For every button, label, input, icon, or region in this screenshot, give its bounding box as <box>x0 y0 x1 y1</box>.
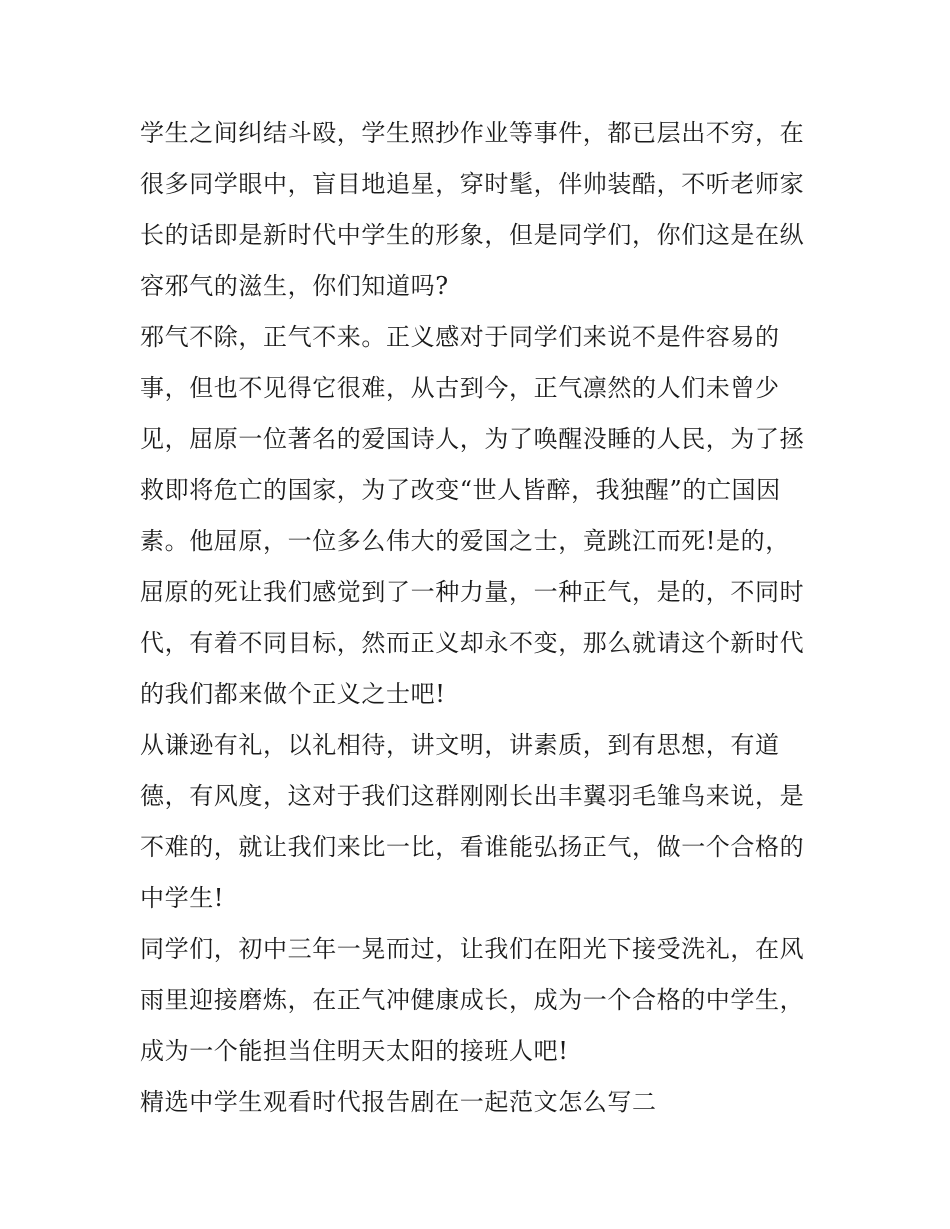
text-line: 长的话即是新时代中学生的形象，但是同学们，你们这是在纵 <box>140 221 805 249</box>
text-line: 不难的，就让我们来比一比，看谁能弘扬正气，做一个合格的 <box>140 833 805 861</box>
text-line: 从谦逊有礼，以礼相待，讲文明，讲素质，到有思想，有道 <box>140 731 780 759</box>
text-line: 事，但也不见得它很难，从古到今，正气凛然的人们未曾少 <box>140 374 780 402</box>
text-line: 同学们，初中三年一晃而过，让我们在阳光下接受洗礼，在风 <box>140 935 805 963</box>
text-line: 中学生! <box>140 884 225 912</box>
section-heading <box>140 1077 820 1128</box>
text-line: 见，屈原一位著名的爱国诗人，为了唤醒没睡的人民，为了拯 <box>140 425 805 453</box>
paragraph-3 <box>140 720 820 924</box>
document-body <box>140 108 820 1128</box>
text-line: 容邪气的滋生，你们知道吗? <box>140 272 449 300</box>
text-line: 很多同学眼中，盲目地追星，穿时髦，伴帅装酷，不听老师家 <box>140 170 805 198</box>
text-line: 成为一个能担当住明天太阳的接班人吧! <box>140 1037 569 1065</box>
paragraph-2 <box>140 312 820 720</box>
text-line: 救即将危亡的国家，为了改变“世人皆醉，我独醒”的亡国因 <box>140 476 781 504</box>
section-heading-text: 精选中学生观看时代报告剧在一起范文怎么写二 <box>140 1088 657 1116</box>
text-line: 素。他屈原，一位多么伟大的爱国之士，竟跳江而死!是的， <box>140 527 790 555</box>
text-line: 的我们都来做个正义之士吧! <box>140 680 446 708</box>
text-line: 德，有风度，这对于我们这群刚刚长出丰翼羽毛雏鸟来说，是 <box>140 782 805 810</box>
paragraph-4 <box>140 924 820 1077</box>
text-line: 学生之间纠结斗殴，学生照抄作业等事件，都已层出不穷，在 <box>140 119 805 147</box>
text-line: 邪气不除，正气不来。正义感对于同学们来说不是件容易的 <box>140 323 780 351</box>
paragraph-1 <box>140 108 820 312</box>
text-line: 雨里迎接磨炼，在正气冲健康成长，成为一个合格的中学生， <box>140 986 805 1014</box>
text-line: 屈原的死让我们感觉到了一种力量，一种正气，是的，不同时 <box>140 578 805 606</box>
text-line: 代，有着不同目标，然而正义却永不变，那么就请这个新时代 <box>140 629 805 657</box>
